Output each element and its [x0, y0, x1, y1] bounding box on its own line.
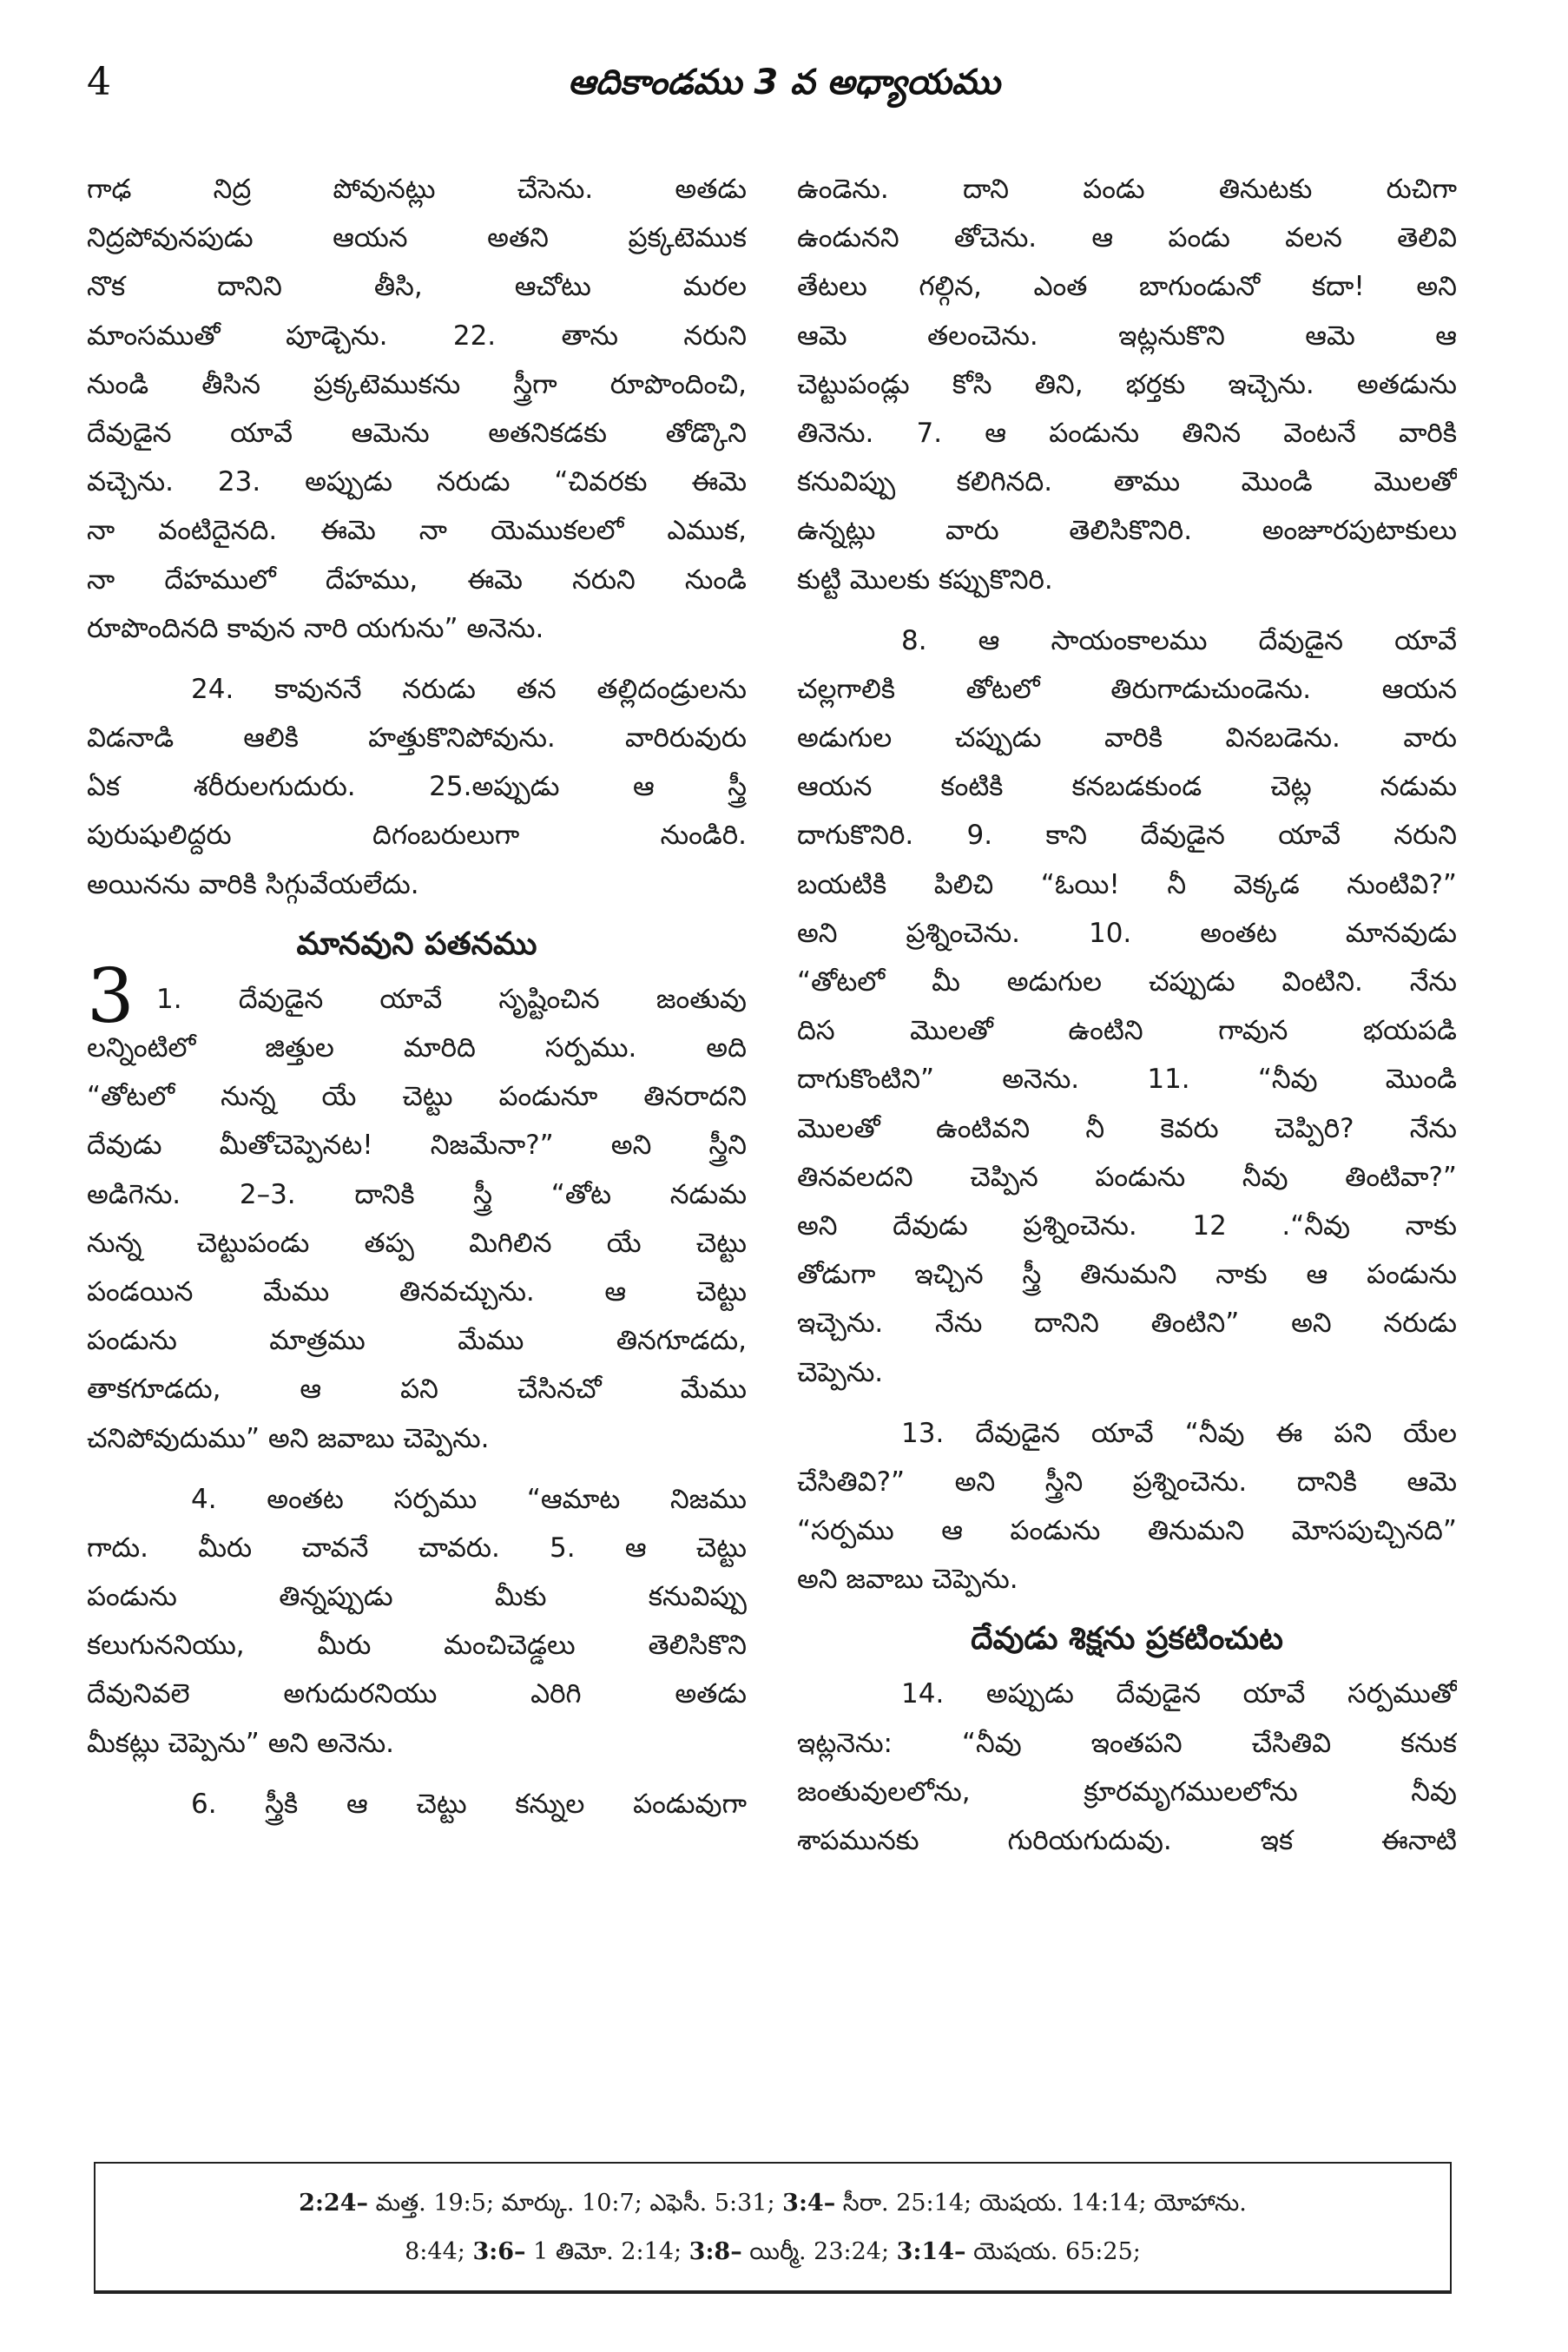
- reference-text: మత్త. 19:5; మార్కు. 10:7; ఎఫెసీ. 5:31;: [368, 2190, 783, 2217]
- reference-key: 2:24–: [299, 2190, 368, 2217]
- text-line: పురుషులిద్దరు దిగంబరులుగా నుండిరి.: [87, 820, 747, 852]
- section-heading-god-pronounces-punishment: దేవుడు శిక్షను ప్రకటించుట: [971, 1621, 1283, 1657]
- text-line: ఏక శరీరులగుదురు. 25.అప్పుడు ఆ స్త్రీ: [87, 771, 747, 803]
- left-column: [87, 165, 747, 1828]
- chapter-number-dropcap: 3: [87, 952, 135, 1040]
- paragraph-verses-6-7: [797, 165, 1457, 604]
- running-title: ఆదికాండము 3 వ అధ్యాయము: [567, 63, 1000, 102]
- text-line: చెట్టుపండ్లు కోసి తిని, భర్తకు ఇచ్చెను. అతడును: [797, 368, 1457, 400]
- paragraph-verses-4-5: [87, 1475, 747, 1768]
- text-line: “తోటలో నున్న యే చెట్టు పండునూ తినరాదని: [87, 1081, 747, 1113]
- text-line: పండును తిన్నప్పుడు మీకు కనువిప్పు: [87, 1581, 747, 1613]
- text-line: ఉండెను. దాని పండు తినుటకు రుచిగా: [797, 174, 1457, 205]
- text-line: చల్లగాలికి తోటలో తిరుగాడుచుండెను. ఆయన: [797, 673, 1457, 705]
- text-line: దేవుడు మీతోచెప్పెనట! నిజమేనా?” అని స్త్రీని: [87, 1130, 747, 1162]
- text-line: అడిగెను. 2–3. దానికి స్త్రీ “తోట నడుమ: [87, 1178, 747, 1210]
- paragraph-verses-8-12: [797, 616, 1457, 1397]
- text-line: ఆమె తలంచెను. ఇట్లనుకొని ఆమె ఆ: [797, 320, 1457, 352]
- text-line: తేటలు గల్గిన, ఎంత బాగుండునో కదా! అని: [797, 271, 1457, 303]
- paragraph-verse-6: [87, 1780, 747, 1828]
- reference-text: 1 తిమో. 2:14;: [525, 2238, 689, 2265]
- paragraph-verses-1-3: [87, 952, 747, 1463]
- text-line: ఇచ్చెను. నేను దానిని తింటిని” అని నరుడు: [797, 1308, 1457, 1340]
- text-line: దిస మొలతో ఉంటిని గావున భయపడి: [797, 1015, 1457, 1047]
- reference-key: 3:4–: [782, 2190, 836, 2217]
- text-line: లన్నింటిలో జిత్తుల మారిది సర్పము. అది: [87, 1032, 747, 1064]
- text-line: పండును మాత్రము మేము తినగూడదు,: [87, 1325, 747, 1357]
- text-line: అయినను వారికి సిగ్గువేయలేదు.: [87, 868, 419, 900]
- text-line: తాకగూడదు, ఆ పని చేసినచో మేము: [87, 1374, 747, 1406]
- text-line: 14. అప్పుడు దేవుడైన యావే సర్పముతో: [901, 1678, 1457, 1710]
- section-heading-fall-of-man: మానవుని పతనము: [296, 926, 537, 962]
- text-line: చేసితివి?” అని స్త్రీని ప్రశ్నించెను. దానికి ఆమె: [797, 1466, 1457, 1498]
- reference-key: 3:14–: [896, 2238, 966, 2265]
- paragraph-gap: [797, 604, 1457, 616]
- text-line: జంతువులలోను, క్రూరమృగములలోను నీవు: [797, 1776, 1457, 1808]
- text-line: నొక దానిని తీసి, ఆచోటు మరల: [87, 271, 747, 303]
- page-number: 4: [87, 60, 111, 104]
- text-line: గాఢ నిద్ర పోవునట్లు చేసెను. అతడు: [87, 174, 747, 205]
- text-line: బయటికి పిలిచి “ఓయి! నీ వెక్కడ నుంటివి?”: [797, 868, 1457, 900]
- text-line: పండయిన మేము తినవచ్చును. ఆ చెట్టు: [87, 1275, 747, 1308]
- text-line: “తోటలో మీ అడుగుల చప్పుడు వింటిని. నేను: [797, 966, 1457, 998]
- text-line: అని ప్రశ్నించెను. 10. అంతట మానవుడు: [797, 917, 1457, 949]
- text-line: ఉండునని తోచెను. ఆ పండు వలన తెలివి: [797, 222, 1457, 254]
- text-line: కుట్టి మొలకు కప్పుకొనిరి.: [797, 563, 1053, 596]
- text-line: దాగుకొంటిని” అనెను. 11. “నీవు మొండి: [797, 1064, 1457, 1096]
- paragraph-gap: [87, 653, 747, 665]
- text-line: మీకట్లు చెప్పెను” అని అనెను.: [87, 1727, 395, 1759]
- text-line: 1. దేవుడైన యావే సృష్టించిన జంతువు: [156, 983, 747, 1015]
- paragraph-verses-24-25: [87, 665, 747, 909]
- text-line: దేవుడైన యావే ఆమెను అతనికడకు తోడ్కొని: [87, 417, 747, 449]
- text-line: గాదు. మీరు చావనే చావరు. 5. ఆ చెట్టు: [87, 1532, 747, 1564]
- reference-key: 3:6–: [472, 2238, 526, 2265]
- text-line: నుండి తీసిన ప్రక్కటెముకను స్త్రీగా రూపొందించి,: [87, 368, 747, 400]
- text-line: 13. దేవుడైన యావే “నీవు ఈ పని యేల: [901, 1417, 1457, 1449]
- reference-text: 8:44;: [405, 2238, 473, 2265]
- text-line: కనువిప్పు కలిగినది. తాము మొండి మొలతో: [797, 466, 1457, 498]
- paragraph-verse-13: [797, 1409, 1457, 1604]
- text-line: అని దేవుడు ప్రశ్నించెను. 12 .“నీవు నాకు: [797, 1209, 1457, 1242]
- text-line: నా దేహములో దేహము, ఈమె నరుని నుండి: [87, 563, 747, 596]
- text-line: ఉన్నట్లు వారు తెలిసికొనిరి. అంజూరపుటాకులు: [797, 515, 1457, 547]
- text-line: శాపమునకు గురియగుదువు. ఇక ఈనాటి: [797, 1825, 1457, 1856]
- dropcap-line: [87, 952, 747, 1040]
- text-line: కలుగుననియు, మీరు మంచిచెడ్డలు తెలిసికొని: [87, 1630, 747, 1662]
- text-line: 24. కావుననే నరుడు తన తల్లిదండ్రులను: [191, 673, 747, 705]
- reference-text: యెషయ. 65:25;: [965, 2238, 1141, 2265]
- text-line: నా వంటిదైనది. ఈమె నా యెముకలలో ఎముక,: [87, 515, 747, 547]
- cross-reference-line: [96, 2179, 1450, 2228]
- text-line: తినవలదని చెప్పిన పండును నీవు తింటివా?”: [797, 1161, 1457, 1193]
- text-line: ఆయన కంటికి కనబడకుండ చెట్ల నడుమ: [797, 771, 1457, 803]
- text-line: మొలతో ఉంటివని నీ కెవరు చెప్పిరి? నేను: [797, 1112, 1457, 1144]
- paragraph-verses-21-23: [87, 165, 747, 653]
- text-line: 6. స్త్రీకి ఆ చెట్టు కన్నుల పండువుగా: [191, 1788, 747, 1820]
- text-line: తోడుగా ఇచ్చిన స్త్రీ తినుమని నాకు ఆ పండును: [797, 1259, 1457, 1291]
- text-line: రూపొందినది కావున నారి యగును” అనెను.: [87, 612, 544, 644]
- text-line: “సర్పము ఆ పండును తినుమని మోసపుచ్చినది”: [797, 1515, 1457, 1547]
- text-line: 4. అంతట సర్పము “ఆమాట నిజము: [191, 1483, 747, 1515]
- text-line: నున్న చెట్టుపండు తప్ప మిగిలిన యే చెట్టు: [87, 1227, 747, 1259]
- text-line: విడనాడి ఆలికి హత్తుకొనిపోవును. వారిరువురు: [87, 722, 747, 754]
- text-line: అడుగుల చప్పుడు వారికి వినబడెను. వారు: [797, 722, 1457, 754]
- reference-text: సీరా. 25:14; యెషయ. 14:14; యోహాను.: [835, 2190, 1247, 2217]
- text-line: తినెను. 7. ఆ పండును తినిన వెంటనే వారికి: [797, 417, 1457, 449]
- paragraph-gap: [797, 1397, 1457, 1409]
- text-line: వచ్చెను. 23. అప్పుడు నరుడు “చివరకు ఈమె: [87, 466, 747, 498]
- text-line: 8. ఆ సాయంకాలము దేవుడైన యావే: [901, 624, 1457, 656]
- text-line: మాంసముతో పూడ్చెను. 22. తాను నరుని: [87, 320, 747, 352]
- paragraph-verse-14: [797, 1670, 1457, 1865]
- right-column: [797, 165, 1457, 1865]
- cross-references-box: [94, 2162, 1452, 2294]
- text-line: నిద్రపోవునపుడు ఆయన అతని ప్రక్కటెముక: [87, 222, 747, 254]
- text-line: ఇట్లనెను: “నీవు ఇంతపని చేసితివి కనుక: [797, 1727, 1457, 1759]
- reference-text: యిర్మీ. 23:24;: [741, 2238, 897, 2265]
- paragraph-gap: [87, 1768, 747, 1780]
- cross-reference-line: [96, 2228, 1450, 2276]
- text-line: దాగుకొనిరి. 9. కాని దేవుడైన యావే నరుని: [797, 820, 1457, 852]
- text-line: చెప్పెను.: [797, 1356, 884, 1388]
- text-line: చనిపోవుదుము” అని జవాబు చెప్పెను.: [87, 1422, 490, 1454]
- text-line: అని జవాబు చెప్పెను.: [797, 1564, 1018, 1596]
- paragraph-gap: [87, 1463, 747, 1475]
- text-line: దేవునివలె అగుదురనియు ఎరిగి అతడు: [87, 1678, 747, 1710]
- reference-key: 3:8–: [688, 2238, 742, 2265]
